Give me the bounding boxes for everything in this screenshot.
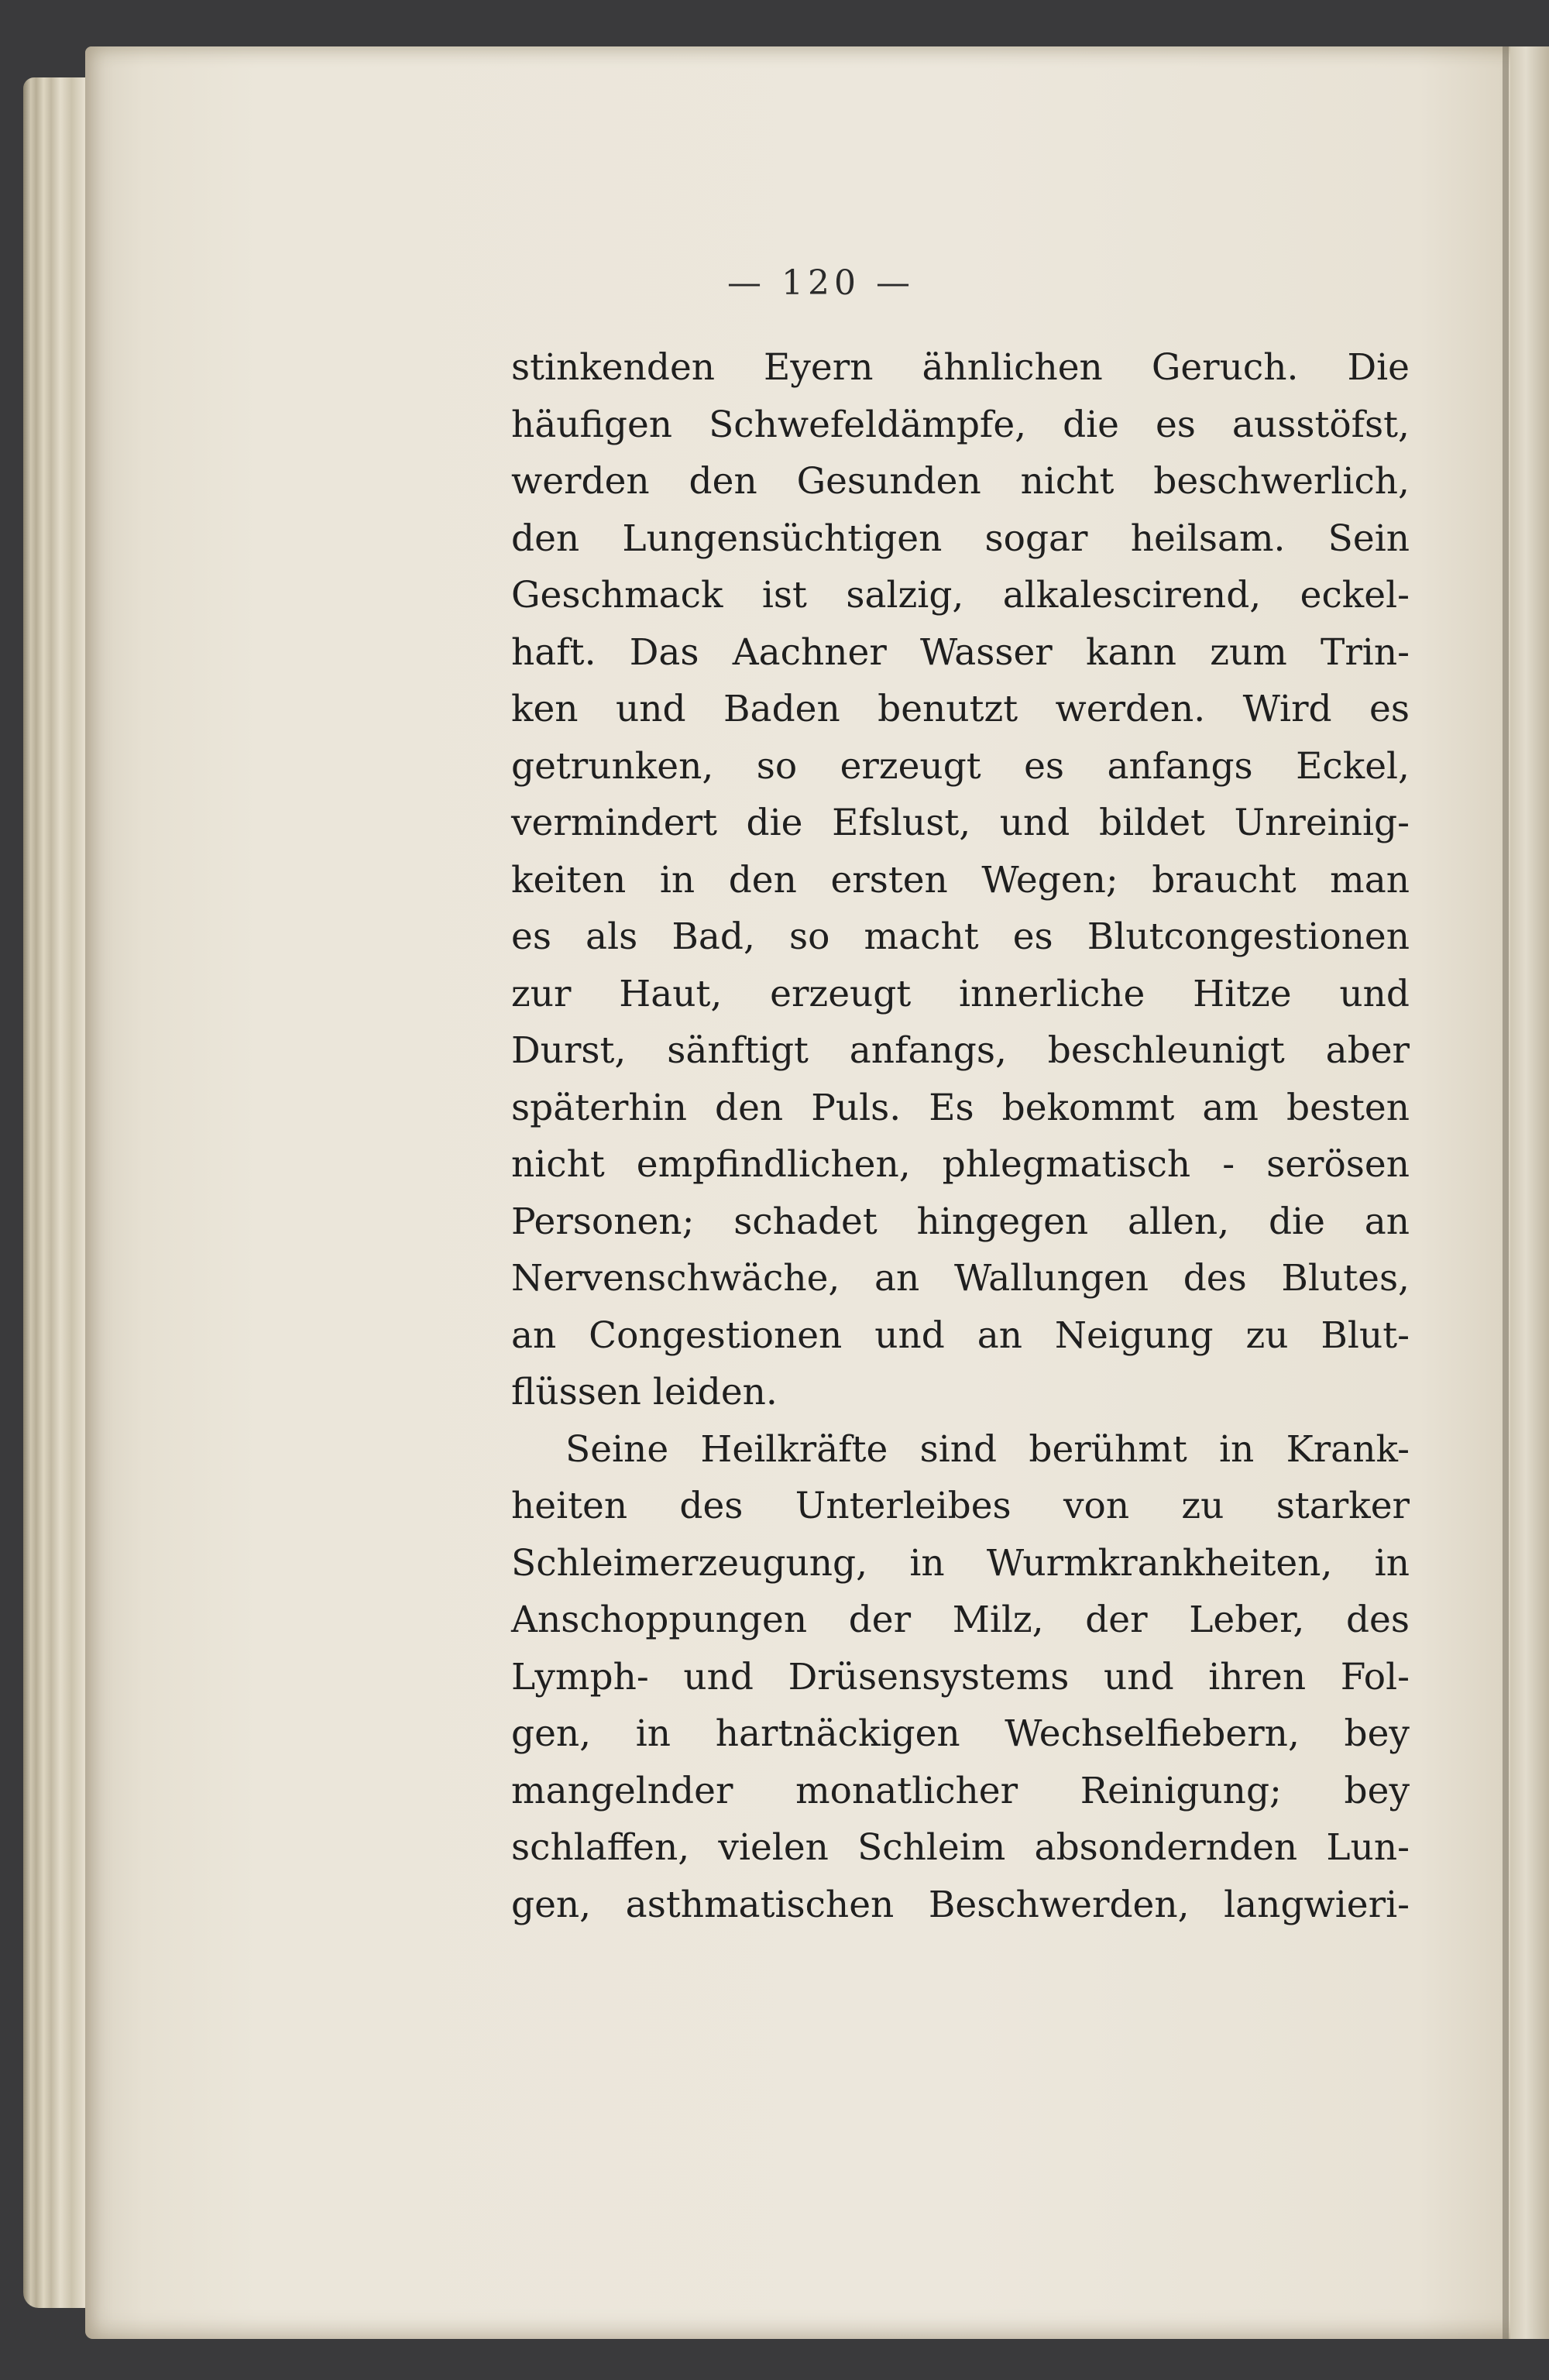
text-line: gen, asthmatischen Beschwerden, langwieri- — [511, 1883, 1410, 1926]
text-line: zur Haut, erzeugt innerliche Hitze und — [511, 972, 1410, 1015]
text-line: getrunken, so erzeugt es anfangs Eckel, — [511, 744, 1410, 788]
body-text — [511, 339, 1410, 1933]
text-line: es als Bad, so macht es Blutcongestionen — [511, 915, 1410, 958]
next-page-edge — [1510, 46, 1549, 2339]
text-line: Personen; schadet hingegen allen, die an — [511, 1200, 1410, 1243]
text-line: späterhin den Puls. Es bekommt am besten — [511, 1086, 1410, 1129]
text-line: schlaffen, vielen Schleim absondernden Lun- — [511, 1826, 1410, 1869]
text-line: nicht empfindlichen, phlegmatisch - serösen — [511, 1143, 1410, 1186]
text-line: an Congestionen und an Neigung zu Blut- — [511, 1314, 1410, 1357]
text-line: mangelnder monatlicher Reinigung; bey — [511, 1769, 1410, 1812]
binding-shadow — [1503, 46, 1509, 2339]
text-line: Durst, sänftigt anfangs, beschleunigt aber — [511, 1029, 1410, 1072]
text-line: Geschmack ist salzig, alkalescirend, eckel- — [511, 574, 1410, 616]
text-line: vermindert die Efslust, und bildet Unreinig- — [511, 802, 1410, 844]
text-line: Nervenschwäche, an Wallungen des Blutes, — [511, 1257, 1410, 1300]
text-line: Lymph- und Drüsensystems und ihren Fol- — [511, 1655, 1410, 1698]
page-number-header: — 120 — — [727, 263, 915, 303]
text-line: gen, in hartnäckigen Wechselfiebern, bey — [511, 1712, 1410, 1755]
text-line: häufigen Schwefeldämpfe, die es ausstöfst, — [511, 403, 1410, 446]
text-line: flüssen leiden. — [511, 1371, 778, 1413]
text-line: Schleimerzeugung, in Wurmkrankheiten, in — [511, 1541, 1410, 1585]
text-line: heiten des Unterleibes von zu starker — [511, 1485, 1410, 1527]
text-line: keiten in den ersten Wegen; braucht man — [511, 858, 1410, 902]
text-line: ken und Baden benutzt werden. Wird es — [511, 688, 1410, 730]
text-line: stinkenden Eyern ähnlichen Geruch. Die — [511, 346, 1410, 389]
text-line: den Lungensüchtigen sogar heilsam. Sein — [511, 517, 1410, 560]
text-line: Anschoppungen der Milz, der Leber, des — [511, 1599, 1410, 1641]
text-line: Seine Heilkräfte sind berühmt in Krank- — [565, 1427, 1410, 1471]
text-line: werden den Gesunden nicht beschwerlich, — [511, 460, 1410, 503]
text-line: haft. Das Aachner Wasser kann zum Trin- — [511, 630, 1410, 674]
